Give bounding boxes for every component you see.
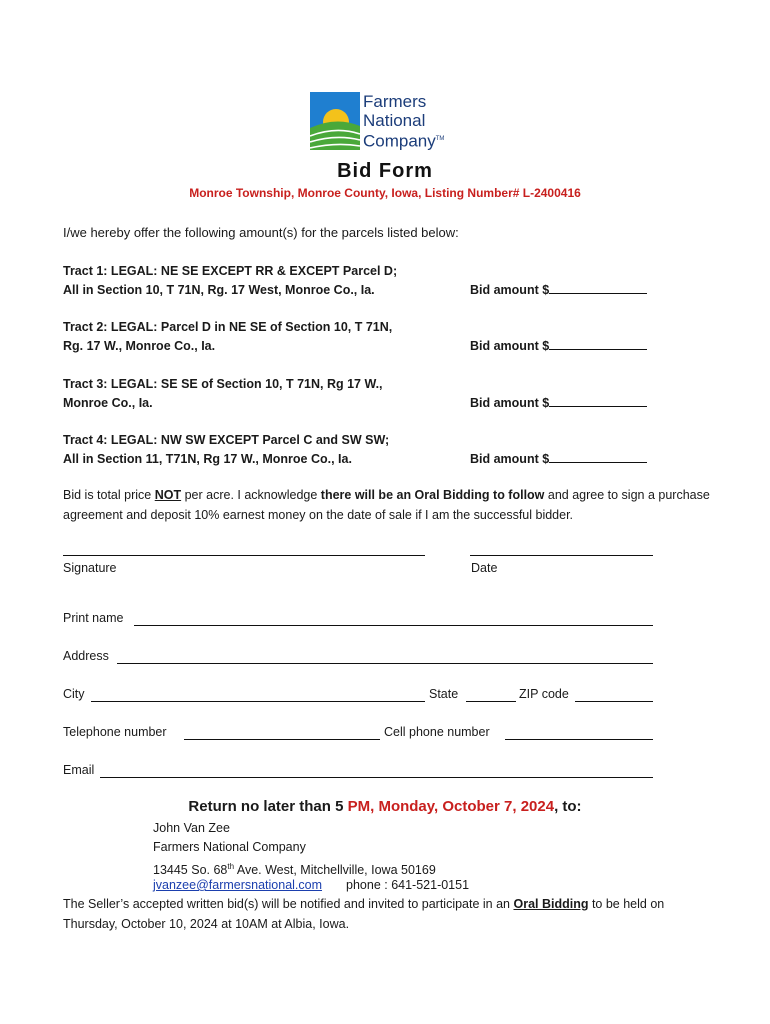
footer-note: The Seller’s accepted written bid(s) will be notified and invited to participate in an Oral Bidding to be held on Thursday, October 10, 2024 at 10AM at Albia, Iowa. <box>63 897 665 931</box>
state-field[interactable] <box>466 701 516 702</box>
tract-4-legal: Tract 4: LEGAL: NW SW EXCEPT Parcel C and SW SW; All in Section 11, T71N, Rg 17 W., Monroe Co., Ia. <box>63 433 390 466</box>
logo-wordmark <box>363 92 444 151</box>
date-label: Date <box>471 561 498 575</box>
logo-graphic <box>310 92 362 152</box>
tract-2-bid[interactable]: Bid amount $ <box>470 337 647 353</box>
contact-name: John Van Zee <box>153 821 230 835</box>
listing-subtitle: Monroe Township, Monroe County, Iowa, Listing Number# L-2400416 <box>189 186 581 200</box>
date-line[interactable] <box>470 555 653 556</box>
tract-1-legal: Tract 1: LEGAL: NE SE EXCEPT RR & EXCEPT Parcel D; All in Section 10, T 71N, Rg. 17 West, Monroe Co., Ia. <box>63 264 398 297</box>
logo-line-2: National <box>363 111 426 130</box>
email-label: Email <box>63 763 95 777</box>
print-name-field[interactable] <box>134 625 653 626</box>
contact-email-link[interactable]: jvanzee@farmersnational.com <box>153 878 323 892</box>
tract-2-legal: Tract 2: LEGAL: Parcel D in NE SE of Section 10, T 71N, Rg. 17 W., Monroe Co., Ia. <box>63 320 393 353</box>
zip-label: ZIP code <box>519 687 569 701</box>
tract-3-legal: Tract 3: LEGAL: SE SE of Section 10, T 71N, Rg 17 W., Monroe Co., Ia. <box>63 377 383 410</box>
tract-4-bid[interactable]: Bid amount $ <box>470 450 647 466</box>
bid-amount-field[interactable] <box>549 337 647 350</box>
city-field[interactable] <box>91 701 425 702</box>
state-label: State <box>429 687 459 701</box>
bid-amount-field[interactable] <box>549 281 647 294</box>
address-label: Address <box>63 649 109 663</box>
logo-line-1: Farmers <box>363 92 427 111</box>
cell-phone-field[interactable] <box>505 739 653 740</box>
cell-phone-label: Cell phone number <box>384 725 490 739</box>
contact-address: 13445 So. 68th Ave. West, Mitchellville, Iowa 50169 <box>153 862 436 878</box>
address-field[interactable] <box>117 663 653 664</box>
city-label: City <box>63 687 85 701</box>
tract-1-bid[interactable]: Bid amount $ <box>470 281 647 297</box>
print-name-label: Print name <box>63 611 124 625</box>
telephone-field[interactable] <box>184 739 380 740</box>
bid-amount-field[interactable] <box>549 450 647 463</box>
signature-label: Signature <box>63 561 117 575</box>
bid-amount-field[interactable] <box>549 394 647 407</box>
logo-line-3: Company™ <box>363 131 445 151</box>
company-logo <box>310 90 470 154</box>
tract-3-bid[interactable]: Bid amount $ <box>470 394 647 410</box>
contact-phone: phone : 641-521-0151 <box>346 878 470 892</box>
return-deadline: Return no later than 5 PM, Monday, October 7, 2024, to: <box>188 798 582 815</box>
terms-note: Bid is total price NOT per acre. I acknowledge there will be an Oral Bidding to follow and agree to sign a purchase agreement and deposit 10% earnest money on the date of sale if I am the successful bidder. <box>63 488 710 522</box>
email-field[interactable] <box>100 777 653 778</box>
page-title: Bid Form <box>337 160 433 182</box>
telephone-label: Telephone number <box>63 725 167 739</box>
zip-field[interactable] <box>575 701 653 702</box>
signature-line[interactable] <box>63 555 425 556</box>
contact-company: Farmers National Company <box>153 840 306 854</box>
intro-text: I/we hereby offer the following amount(s) for the parcels listed below: <box>63 225 459 240</box>
contact-email-phone <box>153 876 469 895</box>
